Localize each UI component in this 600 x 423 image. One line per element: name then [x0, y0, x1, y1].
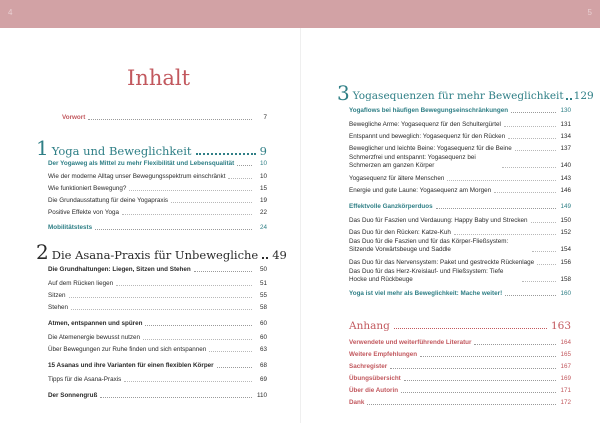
toc-label: Der Yogaweg als Mittel zu mehr Flexibilität und Lebensqualität — [48, 160, 235, 167]
leader-dots — [88, 119, 252, 120]
toc-label: Weitere Empfehlungen — [349, 351, 418, 358]
toc-entry[interactable] — [349, 399, 571, 407]
appendix-heading[interactable] — [349, 320, 571, 332]
toc-label: Übungsübersicht — [349, 375, 401, 382]
toc-entry[interactable] — [48, 392, 267, 400]
toc-label: Yogasequenz für ältere Menschen — [349, 175, 445, 182]
toc-page: 134 — [560, 133, 571, 140]
toc-entry[interactable] — [48, 376, 267, 384]
leader-dots — [171, 202, 252, 203]
toc-page: 60 — [259, 320, 267, 327]
toc-label: Das Duo für den Rücken: Katze-Kuh — [349, 229, 451, 236]
leader-dots — [69, 297, 252, 298]
leader-dots — [143, 339, 252, 340]
toc-entry[interactable] — [349, 175, 571, 183]
leader-dots — [537, 264, 556, 265]
toc-entry[interactable] — [349, 351, 571, 359]
toc-label: Das Duo für Faszien und Verdauung: Happy Baby und Strecken — [349, 217, 528, 224]
leader-dots — [129, 190, 252, 191]
toc-page: 58 — [259, 304, 267, 311]
leader-dots — [145, 325, 252, 326]
appendix-page: 163 — [550, 320, 571, 332]
leader-dots — [494, 192, 556, 193]
toc-page: 68 — [259, 362, 267, 369]
header-band — [0, 0, 600, 28]
toc-page: 130 — [560, 107, 571, 114]
leader-dots — [394, 328, 547, 329]
toc-page: 10 — [259, 173, 267, 180]
leader-dots — [531, 222, 556, 223]
chapter-number: 2 — [36, 240, 49, 264]
leader-dots — [209, 351, 252, 352]
toc-label: Über die Autorin — [349, 387, 399, 394]
toc-entry[interactable] — [48, 266, 267, 274]
chapter-1-heading[interactable] — [36, 138, 267, 158]
toc-page: 137 — [560, 145, 571, 152]
right-page — [300, 28, 600, 423]
toc-entry[interactable] — [349, 217, 571, 225]
toc-entry[interactable] — [349, 259, 571, 267]
toc-entry[interactable] — [48, 224, 267, 232]
leader-dots — [124, 381, 252, 382]
toc-label: Schmerzfrei und entspannt: Yogasequenz bei Schmerzen am ganzen Körper — [349, 154, 476, 169]
page-title: Inhalt — [127, 66, 191, 90]
toc-label: Die Atemenergie bewusst nutzen — [48, 334, 141, 341]
toc-page: 160 — [560, 290, 571, 297]
toc-label: Das Duo für das Nervensystem: Paket und gestreckte Rückenlage — [349, 259, 535, 266]
toc-entry[interactable] — [48, 292, 267, 300]
leader-dots — [522, 281, 556, 282]
toc-label: Yoga ist viel mehr als Beweglichkeit: Mache weiter! — [349, 290, 503, 297]
chapter-2-heading[interactable] — [36, 240, 287, 264]
appendix-title: Anhang — [349, 320, 390, 332]
toc-entry[interactable] — [349, 375, 571, 383]
leader-dots — [474, 344, 556, 345]
leader-dots — [367, 404, 556, 405]
leader-dots — [447, 180, 556, 181]
leader-dots — [116, 285, 252, 286]
leader-dots — [505, 295, 556, 296]
toc-page: 164 — [560, 339, 571, 346]
leader-dots — [196, 153, 256, 155]
toc-entry[interactable] — [48, 209, 267, 217]
toc-page: 63 — [259, 346, 267, 353]
toc-entry[interactable] — [349, 203, 571, 211]
leader-dots — [217, 367, 252, 368]
toc-entry[interactable] — [349, 238, 571, 254]
leader-dots — [515, 150, 556, 151]
toc-page: 15 — [259, 185, 267, 192]
toc-page: 146 — [560, 187, 571, 194]
right-page-marker: 5 — [587, 8, 592, 17]
chapter-page: 129 — [573, 90, 594, 102]
left-page — [0, 28, 300, 423]
toc-page: 149 — [560, 203, 571, 210]
chapter-title: Yogasequenzen für mehr Beweglichkeit — [352, 90, 564, 102]
toc-entry[interactable] — [48, 160, 267, 168]
toc-label: Bewegliche Arme: Yogasequenz für den Schultergürtel — [349, 121, 501, 128]
toc-entry[interactable] — [349, 107, 571, 115]
toc-page: 169 — [560, 375, 571, 382]
toc-entry[interactable] — [48, 304, 267, 312]
left-page-marker: 4 — [8, 8, 13, 17]
chapter-title: Die Asana-Praxis für Unbewegliche — [51, 248, 259, 262]
leader-dots — [404, 380, 556, 381]
toc-page: 172 — [560, 399, 571, 406]
toc-label: Mobilitätstests — [48, 224, 93, 231]
leader-dots — [401, 392, 556, 393]
leader-dots — [390, 368, 556, 369]
toc-label: 15 Asanas und ihre Varianten für einen flexiblen Körper — [48, 362, 214, 369]
chapter-3-heading[interactable] — [337, 81, 594, 105]
toc-page: 22 — [259, 209, 267, 216]
toc-label: Wie funktioniert Bewegung? — [48, 185, 127, 192]
toc-entry[interactable] — [349, 229, 571, 237]
toc-label: Verwendete und weiterführende Literatur — [349, 339, 472, 346]
chapter-number: 3 — [337, 81, 350, 105]
toc-entry[interactable] — [349, 133, 571, 141]
toc-label: Positive Effekte von Yoga — [48, 209, 119, 216]
toc-entry[interactable] — [349, 154, 571, 170]
toc-page: 143 — [560, 175, 571, 182]
toc-page: 55 — [259, 292, 267, 299]
leader-dots — [237, 165, 252, 166]
toc-label: Die Grundhaltungen: Liegen, Sitzen und Stehen — [48, 266, 191, 273]
toc-entry[interactable] — [349, 145, 571, 153]
toc-entry[interactable] — [349, 363, 571, 371]
toc-label: Atmen, entspannen und spüren — [48, 320, 143, 327]
toc-page: 171 — [560, 387, 571, 394]
toc-page: 50 — [259, 266, 267, 273]
leader-dots — [262, 257, 268, 259]
leader-dots — [532, 251, 556, 252]
leader-dots — [194, 271, 252, 272]
toc-label: Das Duo für das Herz-Kreislauf- und Fließsystem: Tiefe Hocke und Rückbeuge — [349, 268, 504, 283]
toc-entry[interactable] — [349, 121, 571, 129]
leader-dots — [508, 138, 556, 139]
toc-entry[interactable] — [349, 387, 571, 395]
toc-label: Entspannt und beweglich: Yogasequenz für den Rücken — [349, 133, 506, 140]
leader-dots — [454, 234, 556, 235]
toc-label: Über Bewegungen zur Ruhe finden und sich entspannen — [48, 346, 207, 353]
toc-label: Wie der moderne Alltag unser Bewegungsspektrum einschränkt — [48, 173, 226, 180]
toc-entry[interactable] — [48, 197, 267, 205]
toc-page: 19 — [259, 197, 267, 204]
toc-entry[interactable] — [349, 339, 571, 347]
toc-label: Die Grundausstattung für deine Yogapraxis — [48, 197, 169, 204]
toc-page: 60 — [259, 334, 267, 341]
toc-entry[interactable] — [349, 187, 571, 195]
toc-page: 131 — [560, 121, 571, 128]
toc-entry[interactable] — [349, 268, 571, 284]
toc-page: 154 — [560, 246, 571, 253]
toc-label: Sitzen — [48, 292, 66, 299]
toc-page: 7 — [263, 114, 267, 121]
toc-label: Vorwort — [62, 114, 86, 121]
toc-label: Dank — [349, 399, 365, 406]
toc-page: 165 — [560, 351, 571, 358]
chapter-title: Yoga und Beweglichkeit — [51, 144, 192, 158]
leader-dots — [100, 397, 252, 398]
toc-label: Tipps für die Asana-Praxis — [48, 376, 122, 383]
toc-label: Yogaflows bei häufigen Bewegungseinschränkungen — [349, 107, 509, 114]
toc-label: Energie und gute Laune: Yogasequenz am Morgen — [349, 187, 492, 194]
chapter-page: 49 — [272, 248, 287, 262]
toc-page: 51 — [259, 280, 267, 287]
toc-entry[interactable] — [48, 173, 267, 181]
leader-dots — [420, 356, 556, 357]
chapter-page: 9 — [259, 144, 267, 158]
leader-dots — [122, 214, 252, 215]
toc-label: Der Sonnengruß — [48, 392, 98, 399]
toc-page: 110 — [256, 392, 267, 399]
toc-page: 10 — [259, 160, 267, 167]
toc-entry[interactable] — [48, 280, 267, 288]
toc-page: 167 — [560, 363, 571, 370]
leader-dots — [502, 167, 556, 168]
toc-entry[interactable] — [349, 290, 571, 298]
toc-entry[interactable] — [48, 334, 267, 342]
toc-label: Sachregister — [349, 363, 388, 370]
toc-label: Auf dem Rücken liegen — [48, 280, 114, 287]
chapter-number: 1 — [36, 136, 49, 160]
toc-entry[interactable] — [48, 362, 267, 370]
toc-entry[interactable] — [48, 320, 267, 328]
toc-page: 150 — [560, 217, 571, 224]
toc-label: Stehen — [48, 304, 68, 311]
leader-dots — [95, 229, 252, 230]
leader-dots — [71, 309, 252, 310]
leader-dots — [566, 98, 572, 100]
toc-page: 152 — [560, 229, 571, 236]
toc-entry-vorwort[interactable] — [62, 114, 267, 122]
toc-entry[interactable] — [48, 185, 267, 193]
leader-dots — [504, 126, 556, 127]
leader-dots — [228, 178, 252, 179]
toc-label: Das Duo für die Faszien und für das Körper-Fließsystem: Sitzende Vorwärtsbeuge und Saddle — [349, 238, 509, 253]
toc-page: 156 — [560, 259, 571, 266]
leader-dots — [511, 112, 556, 113]
toc-page: 24 — [259, 224, 267, 231]
toc-page: 140 — [560, 162, 571, 169]
toc-page: 69 — [259, 376, 267, 383]
toc-page: 158 — [560, 276, 571, 283]
leader-dots — [436, 208, 556, 209]
toc-label: Beweglicher und leichte Beine: Yogasequenz für die Beine — [349, 145, 512, 152]
toc-label: Effektvolle Ganzkörperduos — [349, 203, 433, 210]
toc-entry[interactable] — [48, 346, 267, 354]
